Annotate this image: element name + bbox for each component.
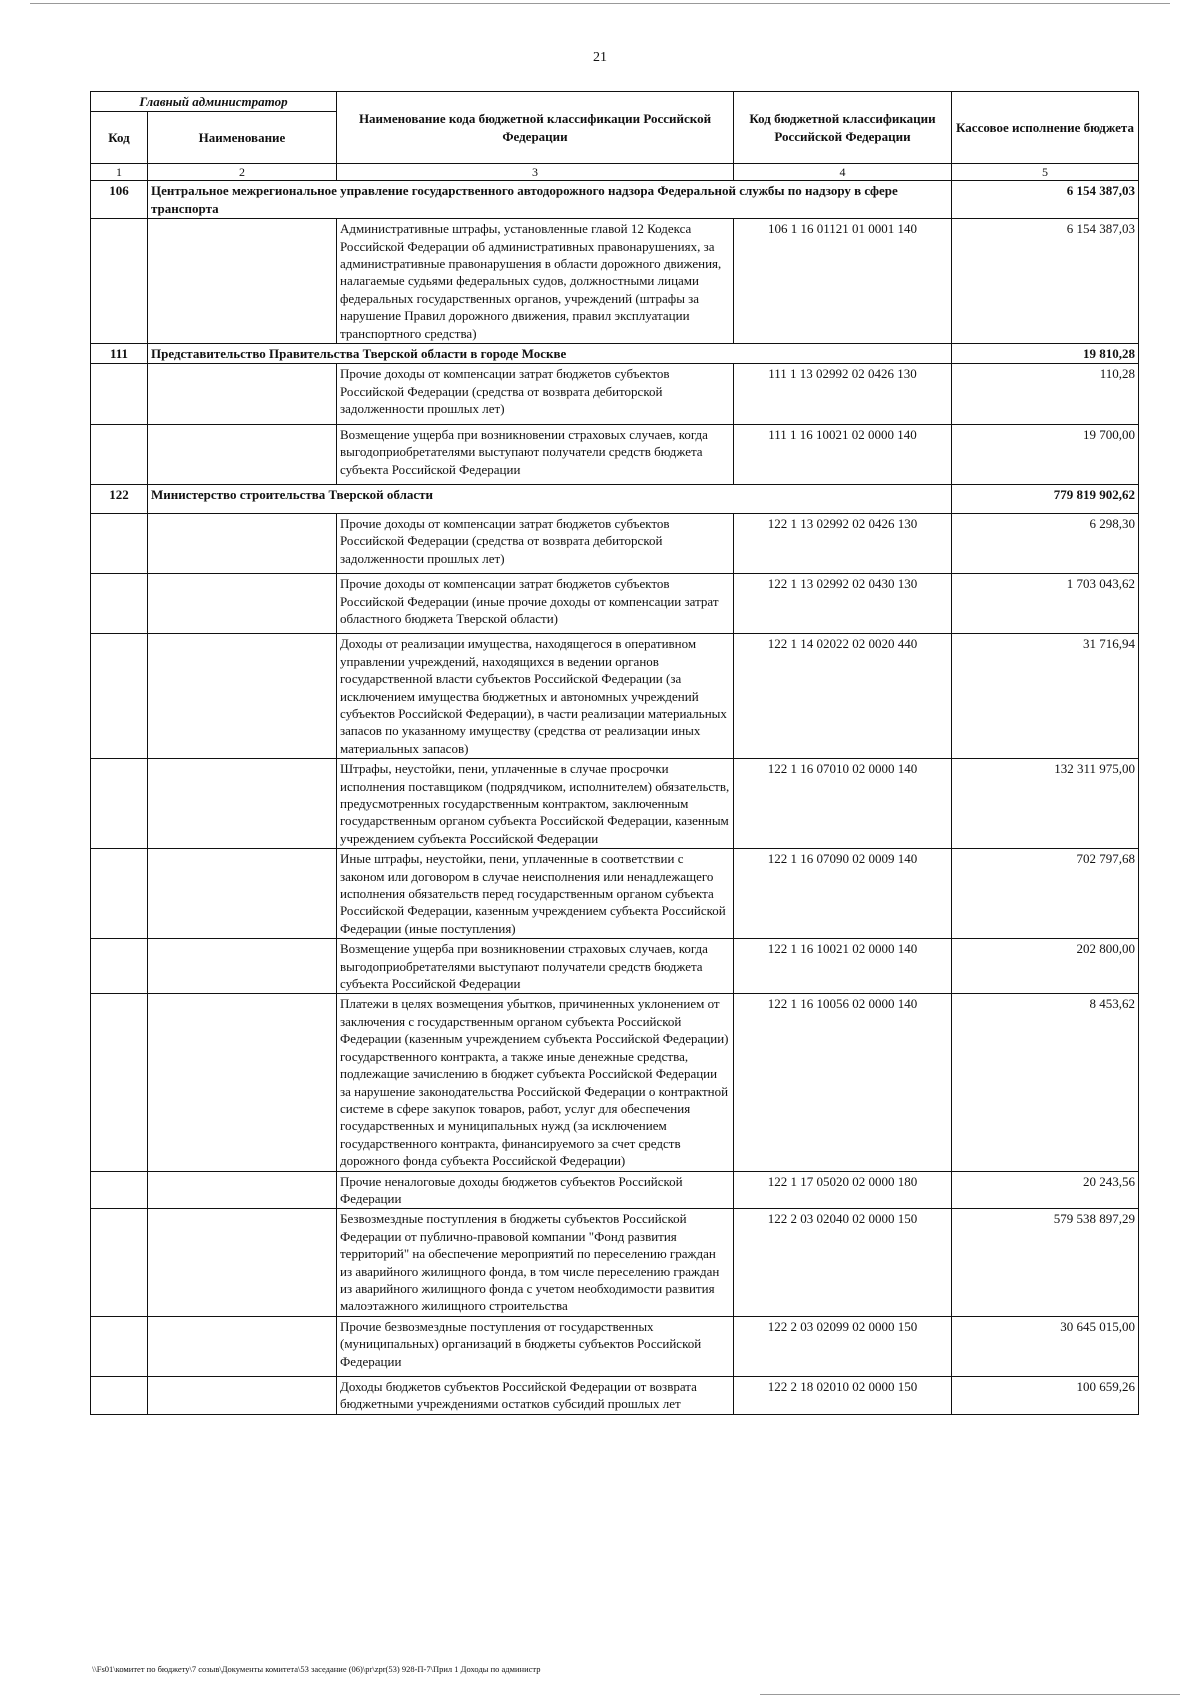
table-row [91, 634, 1139, 759]
revenue-description: Иные штрафы, неустойки, пени, уплаченные в соответствии с законом или договором в случае неисполнения или ненадлежащего исполнения обязательств перед государственным органом субъекта Российской Федерации, казенным учреждением субъекта Российской Федерации (иные поступления) [337, 849, 734, 939]
kbk-code: 122 1 17 05020 02 0000 180 [734, 1171, 952, 1209]
kbk-name-header: Наименование кода бюджетной классификации Российской Федерации [337, 92, 734, 164]
amount: 579 538 897,29 [952, 1209, 1139, 1316]
table-row [91, 759, 1139, 849]
column-numbers-row [91, 164, 1139, 181]
admin-code: 111 [91, 344, 148, 364]
kbk-code: 122 1 16 10056 02 0000 140 [734, 994, 952, 1171]
amount: 20 243,56 [952, 1171, 1139, 1209]
kbk-code: 111 1 16 10021 02 0000 140 [734, 424, 952, 484]
kbk-code: 122 1 16 10021 02 0000 140 [734, 939, 952, 994]
admin-total: 779 819 902,62 [952, 484, 1139, 513]
column-number: 3 [337, 164, 734, 181]
code-header: Код [91, 112, 148, 164]
main-admin-header: Главный администратор [91, 92, 337, 112]
table-row [91, 994, 1139, 1171]
table-row [91, 219, 1139, 344]
amount: 30 645 015,00 [952, 1316, 1139, 1376]
revenue-table [90, 91, 1139, 1415]
table-row [91, 513, 1139, 573]
footer-file-path: \\Fs01\комитет по бюджету\7 созыв\Документы комитета\53 заседание (06)\pr\zpr(53) 928-П-7\Прил 1 Доходы по администр [92, 1664, 541, 1674]
scan-bottom-line [760, 1694, 1180, 1695]
amount: 202 800,00 [952, 939, 1139, 994]
admin-name: Центральное межрегиональное управление государственного автодорожного надзора Федеральной службы по надзору в сфере транспорта [148, 181, 952, 219]
table-row [91, 574, 1139, 634]
page-number: 21 [593, 50, 607, 65]
kbk-code: 122 1 14 02022 02 0020 440 [734, 634, 952, 759]
kbk-code: 122 1 16 07090 02 0009 140 [734, 849, 952, 939]
revenue-description: Возмещение ущерба при возникновении страховых случаев, когда выгодоприобретателями выступают получатели средств бюджета субъекта Российской Федерации [337, 939, 734, 994]
amount: 6 154 387,03 [952, 219, 1139, 344]
table-row [91, 1377, 1139, 1415]
table-row [91, 849, 1139, 939]
execution-header: Кассовое исполнение бюджета [952, 92, 1139, 164]
kbk-code: 111 1 13 02992 02 0426 130 [734, 364, 952, 424]
kbk-code: 122 2 03 02040 02 0000 150 [734, 1209, 952, 1316]
kbk-code-header: Код бюджетной классификации Российской Федерации [734, 92, 952, 164]
table-row [91, 939, 1139, 994]
column-number: 5 [952, 164, 1139, 181]
revenue-description: Прочие доходы от компенсации затрат бюджетов субъектов Российской Федерации (иные прочие доходы от компенсации затрат областного бюджета Тверской области) [337, 574, 734, 634]
admin-total: 19 810,28 [952, 344, 1139, 364]
revenue-description: Прочие доходы от компенсации затрат бюджетов субъектов Российской Федерации (средства от возврата дебиторской задолженности прошлых лет) [337, 364, 734, 424]
scan-top-line [30, 3, 1170, 4]
table-row [91, 1316, 1139, 1376]
revenue-description: Возмещение ущерба при возникновении страховых случаев, когда выгодоприобретателями выступают получатели средств бюджета субъекта Российской Федерации [337, 424, 734, 484]
column-number: 4 [734, 164, 952, 181]
revenue-description: Платежи в целях возмещения убытков, причиненных уклонением от заключения с государственным органом субъекта Российской Федерации (казенным учреждением субъекта Российской Федерации) государственного контракта, а также иные денежные средства, подлежащие зачислению в бюджет субъекта Российской Федерации за нарушение законодательства Российской Федерации о контрактной системе в сфере закупок товаров, работ, услуг для обеспечения государственных и муниципальных нужд (за исключением государственного контракта, финансируемого за счет средств дорожного фонда субъекта Российской Федерации) [337, 994, 734, 1171]
admin-row [91, 181, 1139, 219]
name-header: Наименование [148, 112, 337, 164]
admin-code: 122 [91, 484, 148, 513]
amount: 31 716,94 [952, 634, 1139, 759]
amount: 6 298,30 [952, 513, 1139, 573]
amount: 8 453,62 [952, 994, 1139, 1171]
revenue-description: Прочие доходы от компенсации затрат бюджетов субъектов Российской Федерации (средства от возврата дебиторской задолженности прошлых лет) [337, 513, 734, 573]
admin-code: 106 [91, 181, 148, 219]
table-row [91, 364, 1139, 424]
kbk-code: 122 1 13 02992 02 0430 130 [734, 574, 952, 634]
revenue-description: Штрафы, неустойки, пени, уплаченные в случае просрочки исполнения поставщиком (подрядчиком, исполнителем) обязательств, предусмотренных государственным контрактом, заключенным государственным органом субъекта Российской Федерации, казенным учреждением субъекта Российской Федерации [337, 759, 734, 849]
admin-row [91, 484, 1139, 513]
revenue-description: Прочие безвозмездные поступления от государственных (муниципальных) организаций в бюджеты субъектов Российской Федерации [337, 1316, 734, 1376]
revenue-description: Доходы бюджетов субъектов Российской Федерации от возврата бюджетными учреждениями остатков субсидий прошлых лет [337, 1377, 734, 1415]
column-number: 2 [148, 164, 337, 181]
admin-name: Представительство Правительства Тверской области в городе Москве [148, 344, 952, 364]
revenue-description: Доходы от реализации имущества, находящегося в оперативном управлении учреждений, находящихся в ведении органов государственной власти субъектов Российской Федерации (за исключением имущества бюджетных и автономных учреждений субъектов Российской Федерации), в части реализации материальных запасов по указанному имуществу (средства от реализации иных материальных запасов) [337, 634, 734, 759]
amount: 19 700,00 [952, 424, 1139, 484]
amount: 100 659,26 [952, 1377, 1139, 1415]
table-row [91, 1209, 1139, 1316]
kbk-code: 122 2 18 02010 02 0000 150 [734, 1377, 952, 1415]
revenue-description: Административные штрафы, установленные главой 12 Кодекса Российской Федерации об административных правонарушениях, за административные правонарушения в области дорожного движения, налагаемые судьями федеральных судов, должностными лицами федеральных государственных органов, учреждений (штрафы за нарушение Правил дорожного движения, правил эксплуатации транспортного средства) [337, 219, 734, 344]
revenue-description: Безвозмездные поступления в бюджеты субъектов Российской Федерации от публично-правовой компании "Фонд развития территорий" на обеспечение мероприятий по переселению граждан из аварийного жилищного фонда, в том числе переселению граждан из аварийного жилищного фонда с учетом необходимости развития малоэтажного жилищного строительства [337, 1209, 734, 1316]
kbk-code: 122 1 13 02992 02 0426 130 [734, 513, 952, 573]
admin-name: Министерство строительства Тверской области [148, 484, 952, 513]
kbk-code: 122 2 03 02099 02 0000 150 [734, 1316, 952, 1376]
column-number: 1 [91, 164, 148, 181]
amount: 1 703 043,62 [952, 574, 1139, 634]
amount: 110,28 [952, 364, 1139, 424]
kbk-code: 106 1 16 01121 01 0001 140 [734, 219, 952, 344]
admin-row [91, 344, 1139, 364]
amount: 132 311 975,00 [952, 759, 1139, 849]
table-row [91, 1171, 1139, 1209]
revenue-description: Прочие неналоговые доходы бюджетов субъектов Российской Федерации [337, 1171, 734, 1209]
admin-total: 6 154 387,03 [952, 181, 1139, 219]
table-row [91, 424, 1139, 484]
kbk-code: 122 1 16 07010 02 0000 140 [734, 759, 952, 849]
amount: 702 797,68 [952, 849, 1139, 939]
